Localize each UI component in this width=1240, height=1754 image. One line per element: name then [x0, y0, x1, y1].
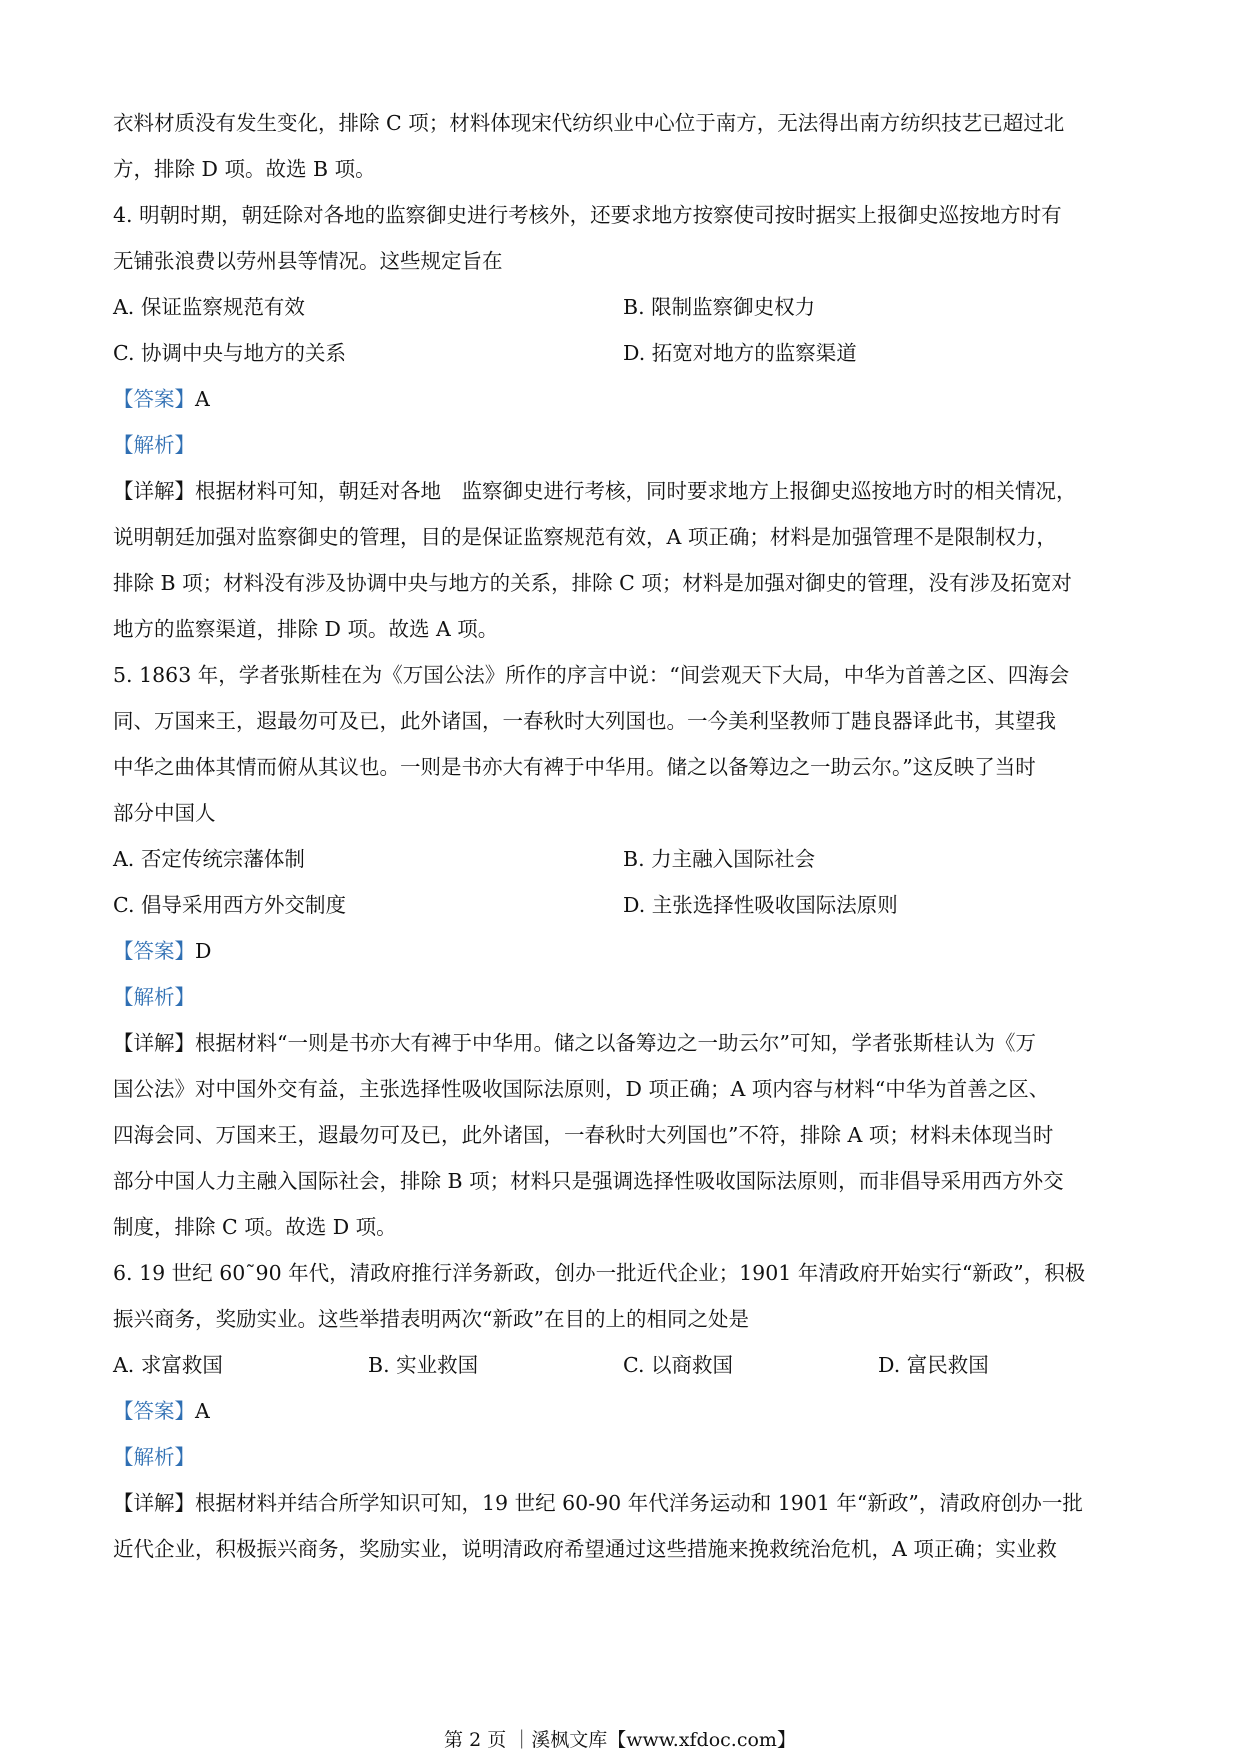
answer-value: A: [195, 1399, 210, 1423]
answer-tag: 【答案】: [113, 387, 195, 411]
continuation-line: 衣料材质没有发生变化，排除 C 项；材料体现宋代纺织业中心位于南方，无法得出南方纺织技艺已超过北: [113, 111, 1065, 135]
question-4-options: [113, 330, 1133, 376]
detail-line: 说明朝廷加强对监察御史的管理，目的是保证监察规范有效，A 项正确；材料是加强管理不是限制权力，: [113, 525, 1057, 549]
detail-line: [113, 1020, 1133, 1066]
analysis-line: [113, 1434, 1133, 1480]
document-body: [113, 100, 1133, 1572]
question-4-options: [113, 284, 1133, 330]
question-6-options: [113, 1342, 1133, 1388]
question-5-options: [113, 882, 1133, 928]
question-6-stem: 振兴商务，奖励实业。这些举措表明两次“新政”在目的上的相同之处是: [113, 1307, 749, 1331]
continuation-line: 方，排除 D 项。故选 B 项。: [113, 157, 376, 181]
analysis-line: [113, 974, 1133, 1020]
detail-line: 国公法》对中国外交有益，主张选择性吸收国际法原则，D 项正确；A 项内容与材料“中华为首善之区、: [113, 1077, 1050, 1101]
question-6-stem: 6. 19 世纪 60˜90 年代，清政府推行洋务新政，创办一批近代企业；1901 年清政府开始实行“新政”，积极: [113, 1261, 1086, 1285]
answer-line: [113, 1388, 1133, 1434]
option-a: A. 否定传统宗藩体制: [113, 847, 305, 871]
page-footer: 第 2 页 ｜溪枫文库【www.xfdoc.com】: [444, 1729, 796, 1751]
detail-line: 四海会同、万国来王，遐最勿可及已，此外诸国，一春秋时大列国也”不符，排除 A 项；材料未体现当时: [113, 1123, 1054, 1147]
answer-line: [113, 376, 1133, 422]
detail-line: 制度，排除 C 项。故选 D 项。: [113, 1215, 397, 1239]
question-4-stem: 4. 明朝时期，朝廷除对各地的监察御史进行考核外，还要求地方按察使司按时据实上报御史巡按地方时有: [113, 203, 1062, 227]
answer-tag: 【答案】: [113, 939, 195, 963]
detail-line: 部分中国人力主融入国际社会，排除 B 项；材料只是强调选择性吸收国际法原则，而非倡导采用西方外交: [113, 1169, 1064, 1193]
answer-value: D: [195, 939, 212, 963]
detail-text: 根据材料可知，朝廷对各地 监察御史进行考核，同时要求地方上报御史巡按地方时的相关情况，: [195, 479, 1077, 503]
option-b: B. 力主融入国际社会: [623, 847, 816, 871]
detail-tag: 【详解】: [113, 1491, 195, 1515]
question-5-stem: 中华之曲体其情而俯从其议也。一则是书亦大有裨于中华用。储之以备筹边之一助云尔。”这反映了当时: [113, 755, 1036, 779]
option-a: A. 求富救国: [113, 1353, 223, 1377]
detail-tag: 【详解】: [113, 479, 195, 503]
analysis-line: [113, 422, 1133, 468]
detail-text: 根据材料“一则是书亦大有裨于中华用。储之以备筹边之一助云尔”可知，学者张斯桂认为《万: [195, 1031, 1036, 1055]
detail-line: 排除 B 项；材料没有涉及协调中央与地方的关系，排除 C 项；材料是加强对御史的管理，没有涉及拓宽对: [113, 571, 1072, 595]
option-b: B. 实业救国: [368, 1353, 479, 1377]
detail-line: [113, 468, 1133, 514]
option-d: D. 主张选择性吸收国际法原则: [623, 893, 898, 917]
detail-line: 近代企业，积极振兴商务，奖励实业，说明清政府希望通过这些措施来挽救统治危机，A 项正确；实业救: [113, 1537, 1057, 1561]
option-b: B. 限制监察御史权力: [623, 295, 816, 319]
question-5-options: [113, 836, 1133, 882]
option-c: C. 以商救国: [623, 1353, 733, 1377]
option-a: A. 保证监察规范有效: [113, 295, 305, 319]
option-c: C. 协调中央与地方的关系: [113, 341, 346, 365]
question-5-stem: 部分中国人: [113, 801, 216, 825]
question-4-stem: 无铺张浪费以劳州县等情况。这些规定旨在: [113, 249, 503, 273]
analysis-tag: 【解析】: [113, 1445, 195, 1469]
question-5-stem: 5. 1863 年，学者张斯桂在为《万国公法》所作的序言中说：“间尝观天下大局，中华为首善之区、四海会: [113, 663, 1070, 687]
option-d: D. 富民救国: [878, 1353, 989, 1377]
detail-text: 根据材料并结合所学知识可知，19 世纪 60-90 年代洋务运动和 1901 年“新政”，清政府创办一批: [195, 1491, 1083, 1515]
question-5-stem: 同、万国来王，遐最勿可及已，此外诸国，一春秋时大列国也。一今美利坚教师丁韪良器译此书，其望我: [113, 709, 1056, 733]
detail-line: [113, 1480, 1133, 1526]
detail-tag: 【详解】: [113, 1031, 195, 1055]
answer-tag: 【答案】: [113, 1399, 195, 1423]
analysis-tag: 【解析】: [113, 985, 195, 1009]
option-d: D. 拓宽对地方的监察渠道: [623, 341, 857, 365]
option-c: C. 倡导采用西方外交制度: [113, 893, 346, 917]
answer-value: A: [195, 387, 210, 411]
detail-line: 地方的监察渠道，排除 D 项。故选 A 项。: [113, 617, 499, 641]
analysis-tag: 【解析】: [113, 433, 195, 457]
answer-line: [113, 928, 1133, 974]
